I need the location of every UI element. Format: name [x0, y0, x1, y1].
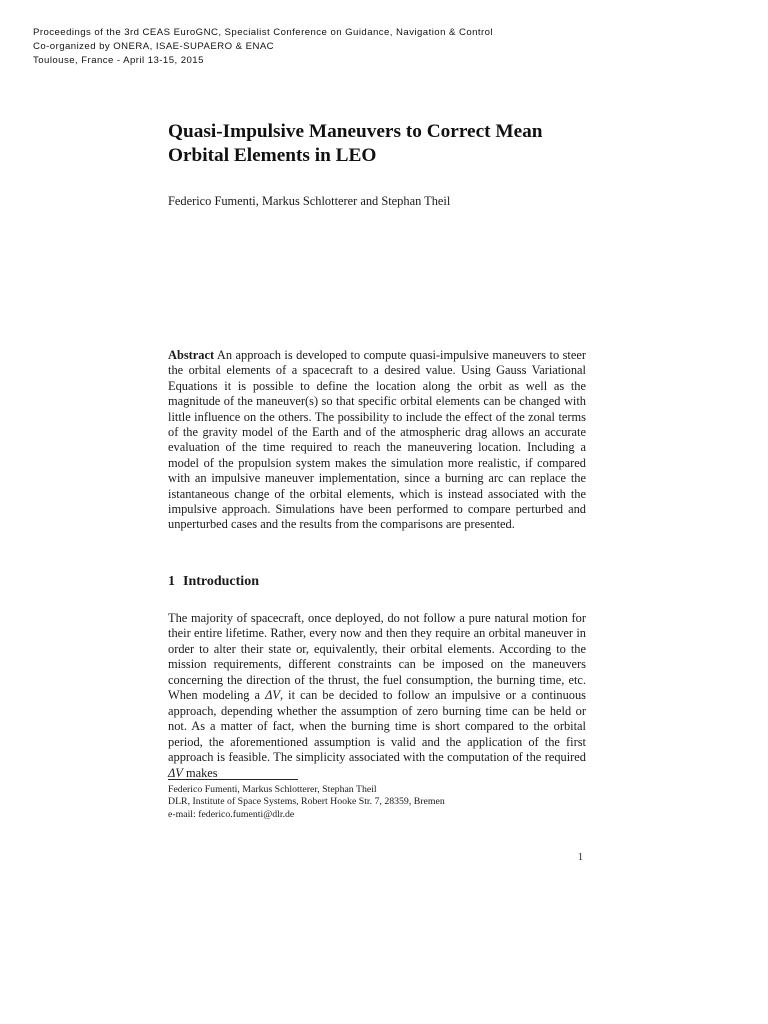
section-number: 1	[168, 574, 175, 589]
paper-title	[168, 120, 598, 168]
conference-header-line: Toulouse, France - April 13-15, 2015	[33, 55, 204, 66]
abstract-label: Abstract	[168, 348, 215, 362]
introduction-paragraph	[168, 611, 586, 781]
delta-v-symbol: ΔV	[168, 765, 183, 780]
paper-title-line: Quasi-Impulsive Maneuvers to Correct Mean	[168, 121, 543, 142]
introduction-text: , it can be decided to follow an impulsive or a continuous approach, depending whether the assumption of zero burning time can be held or not. As a matter of fact, when the burning time is short compared to the orbital period, the aforementioned assumption is valid and the application of the first approach is feasible. The simplicity associated with the computation of the required	[168, 688, 586, 765]
author-footnote	[168, 784, 588, 821]
abstract	[168, 348, 586, 533]
conference-header-line: Co-organized by ONERA, ISAE-SUPAERO & ENAC	[33, 41, 275, 52]
footnote-affiliation: DLR, Institute of Space Systems, Robert Hooke Str. 7, 28359, Bremen	[168, 796, 445, 808]
footnote-divider	[168, 779, 298, 780]
author-list: Federico Fumenti, Markus Schlotterer and Stephan Theil	[168, 194, 451, 208]
page-number: 1	[578, 852, 583, 863]
paper-title-line: Orbital Elements in LEO	[168, 145, 377, 166]
abstract-text: An approach is developed to compute quasi-impulsive maneuvers to steer the orbital elements of a spacecraft to a desired value. Using Gauss Variational Equations it is possible to define the location along the orbit as well as the magnitude of the maneuver(s) so that specific orbital elements can be changed with little influence on the others. The possibility to include the effect of the zonal terms of the gravity model of the Earth and of the atmospheric drag allows an accurate evaluation of the time required to reach the maneuvering location. Including a model of the propulsion system makes the simulation more realistic, if compared with an impulsive maneuver implementation, since a burning arc can replace the istantaneous change of the orbital elements, which is instead associated with the impulsive approach. Simulations have been performed to compare perturbed and unperturbed cases and the results from the comparisons are presented.	[168, 348, 586, 532]
conference-header	[33, 26, 633, 68]
delta-v-symbol: ΔV	[265, 688, 280, 703]
section-heading	[168, 573, 259, 591]
footnote-email: e-mail: federico.fumenti@dlr.de	[168, 808, 295, 820]
introduction-text: The majority of spacecraft, once deployed, do not follow a pure natural motion for their entire lifetime. Rather, every now and then they require an orbital maneuver in order to alter their state or, equivalently, their orbital elements. According to the mission requirements, different constraints can be imposed on the maneuvers concerning the direction of the thrust, the fuel consumption, the burning time, etc. When modeling a	[168, 611, 586, 703]
introduction-text: makes	[182, 765, 218, 780]
conference-header-line: Proceedings of the 3rd CEAS EuroGNC, Specialist Conference on Guidance, Navigation & Control	[33, 27, 494, 38]
footnote-names: Federico Fumenti, Markus Schlotterer, Stephan Theil	[168, 784, 377, 795]
section-title: Introduction	[183, 574, 259, 589]
